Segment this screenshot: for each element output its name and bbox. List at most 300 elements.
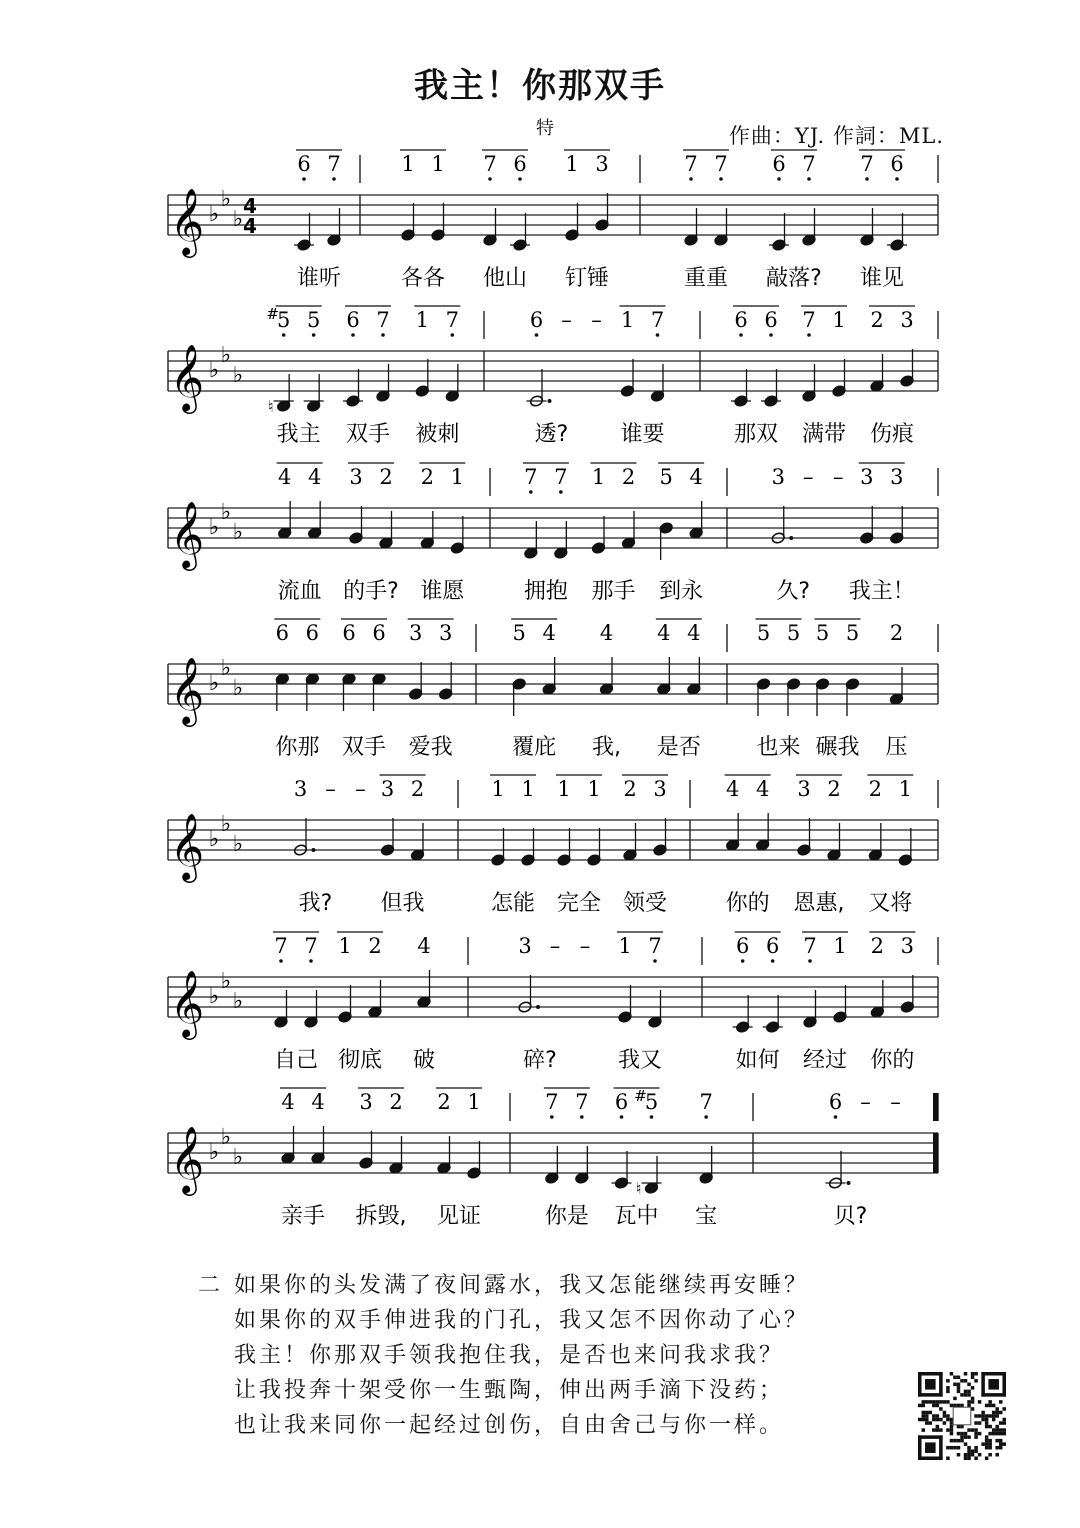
- lyric-text: 宝: [695, 1204, 718, 1229]
- jianpu-note: 4: [599, 621, 614, 645]
- jianpu-note: 1: [833, 934, 847, 958]
- qr-module: [957, 1404, 961, 1408]
- treble-clef-icon: 𝄞: [169, 969, 205, 1037]
- jianpu-note: 3: [890, 465, 904, 489]
- verse-line: 如果你的双手伸进我的门孔，我又怎不因你动了心？: [234, 1308, 810, 1333]
- qr-module: [964, 1442, 968, 1446]
- qr-module: [988, 1453, 992, 1457]
- lyric-text: 贝?: [833, 1204, 868, 1229]
- jianpu-low-dot: [769, 333, 773, 337]
- jianpu-note: 7: [684, 152, 698, 176]
- qr-module: [943, 1414, 947, 1418]
- jianpu-note: 2: [889, 621, 904, 645]
- jianpu-low-dot: [550, 1115, 554, 1119]
- qr-module: [981, 1442, 985, 1446]
- jianpu-note: 3: [900, 308, 914, 332]
- qr-module: [981, 1414, 985, 1418]
- qr-module: [950, 1421, 954, 1425]
- staff-system: [168, 932, 938, 1073]
- lyric-text: 流血: [277, 579, 322, 604]
- qr-module: [932, 1400, 936, 1404]
- lyric-text: 敲落?: [766, 266, 822, 291]
- qr-module: [971, 1397, 975, 1401]
- verse-line: 我主！你那双手领我抱住我，是否也来问我求我？: [234, 1343, 785, 1368]
- jianpu-note: 1: [898, 777, 913, 801]
- qr-module: [925, 1414, 929, 1418]
- qr-module: [918, 1435, 943, 1439]
- qr-module: [988, 1425, 992, 1429]
- jianpu-low-dot: [529, 490, 533, 494]
- jianpu-note: 2: [621, 465, 636, 489]
- jianpu-note: 1: [587, 777, 601, 801]
- jianpu-note: 1: [832, 308, 846, 332]
- qr-module: [988, 1446, 992, 1450]
- treble-clef-icon: 𝄞: [169, 343, 205, 411]
- qr-module: [999, 1428, 1003, 1432]
- lyric-text: 到永: [659, 579, 704, 604]
- jianpu-low-dot: [777, 177, 781, 181]
- qr-module: [974, 1432, 978, 1436]
- jianpu-note: 1: [565, 152, 579, 176]
- lyric-text: 压: [885, 735, 908, 760]
- jianpu-low-dot: [650, 1115, 654, 1119]
- jianpu-low-dot: [279, 959, 283, 963]
- lyric-text: 钉锤: [564, 266, 610, 291]
- jianpu-note: 3: [900, 934, 915, 958]
- final-barline: [933, 1133, 938, 1173]
- qr-module: [918, 1418, 922, 1422]
- jianpu-note: 7: [802, 152, 816, 176]
- jianpu-note: 6: [735, 934, 750, 958]
- jianpu-low-dot: [580, 1115, 584, 1119]
- flat-sign-icon: ♭: [220, 812, 232, 837]
- qr-module: [929, 1400, 933, 1404]
- jianpu-low-dot: [488, 177, 492, 181]
- jianpu-low-dot: [865, 177, 869, 181]
- qr-module: [985, 1439, 989, 1443]
- jianpu-note: 7: [554, 465, 568, 489]
- qr-module: [978, 1414, 982, 1418]
- qr-module: [971, 1428, 975, 1432]
- augmentation-dot: [847, 1181, 851, 1185]
- lyric-text: 被刺: [415, 422, 460, 447]
- jianpu-note: 7: [483, 152, 497, 176]
- lyric-text: 爱我: [408, 735, 453, 760]
- qr-module: [943, 1400, 947, 1404]
- qr-module: [985, 1404, 989, 1408]
- jianpu-dash: –: [549, 934, 561, 958]
- qr-module: [974, 1446, 978, 1450]
- lyric-text: 碾我: [815, 735, 860, 760]
- lyric-text: 破: [412, 1048, 436, 1073]
- flat-sign-icon: ♭: [208, 515, 220, 540]
- verse-line: 让我投奔十架受你一生甄陶，伸出两手滴下没药；: [234, 1378, 785, 1403]
- jianpu-note: 1: [618, 934, 632, 958]
- jianpu-note: 4: [687, 621, 701, 645]
- lyric-text: 的手?: [343, 579, 399, 604]
- jianpu-note: 5: [815, 621, 830, 645]
- qr-module: [999, 1400, 1003, 1404]
- qr-module: [957, 1446, 961, 1450]
- qr-module: [967, 1404, 971, 1408]
- qr-module: [946, 1414, 950, 1418]
- qr-module: [992, 1411, 996, 1415]
- jianpu-note: 1: [415, 308, 430, 332]
- qr-module: [981, 1411, 985, 1415]
- qr-module: [967, 1390, 971, 1394]
- qr-module: [974, 1414, 978, 1418]
- lyric-text: 你的: [725, 891, 770, 916]
- flat-sign-icon: ♭: [232, 832, 244, 857]
- qr-module: [967, 1449, 971, 1453]
- qr-module: [950, 1404, 954, 1408]
- qr-module: [946, 1400, 950, 1404]
- jianpu-note: 4: [417, 934, 431, 958]
- jianpu-low-dot: [739, 333, 743, 337]
- jianpu-note: 2: [827, 777, 841, 801]
- sharp-sign: #: [266, 305, 279, 323]
- flat-sign-icon: ♭: [232, 989, 244, 1014]
- jianpu-dash: –: [860, 1090, 871, 1114]
- jianpu-note: 2: [389, 1090, 403, 1114]
- jianpu-note: 5: [512, 621, 526, 645]
- jianpu-note: 3: [771, 465, 785, 489]
- jianpu-note: 6: [346, 308, 360, 332]
- qr-module: [953, 1376, 957, 1380]
- flat-sign-icon: ♭: [208, 358, 220, 383]
- jianpu-note: 1: [521, 777, 535, 801]
- lyric-text: 满带: [801, 422, 847, 447]
- jianpu-note: 3: [349, 465, 363, 489]
- jianpu-note: 5: [644, 1090, 659, 1114]
- jianpu-note: 1: [591, 465, 606, 489]
- qr-module: [929, 1411, 933, 1415]
- jianpu-note: 2: [437, 1090, 451, 1114]
- qr-module: [960, 1439, 964, 1443]
- qr-module: [946, 1390, 950, 1394]
- qr-module: [988, 1414, 992, 1418]
- staff-system: [168, 775, 938, 916]
- qr-module: [999, 1411, 1003, 1415]
- qr-module: [957, 1390, 961, 1394]
- verse-text: 如果你的头发满了夜间露水，我又怎能继续再安睡？: [234, 1273, 810, 1298]
- qr-module: [992, 1404, 996, 1408]
- jianpu-note: 3: [595, 152, 609, 176]
- jianpu-low-dot: [895, 177, 899, 181]
- lyric-text: 我?: [298, 891, 333, 916]
- qr-module: [985, 1414, 989, 1418]
- qr-module: [981, 1393, 1006, 1397]
- lyric-text: 如何: [735, 1048, 780, 1073]
- lyric-text: 覆庇: [512, 735, 557, 760]
- time-signature-bottom: 4: [243, 214, 257, 238]
- treble-clef-icon: 𝄞: [169, 187, 205, 255]
- jianpu-note: 6: [305, 621, 320, 645]
- jianpu-note: 7: [274, 934, 288, 958]
- qr-module: [957, 1432, 961, 1436]
- jianpu-dash: –: [833, 465, 844, 489]
- qr-module: [974, 1435, 978, 1439]
- jianpu-note: 6: [372, 621, 386, 645]
- jianpu-note: 7: [376, 308, 390, 332]
- qr-module: [936, 1404, 940, 1408]
- qr-module: [946, 1428, 950, 1432]
- composer-credits: 作曲：YJ. 作詞：ML.: [728, 124, 944, 148]
- qr-module: [981, 1372, 1006, 1376]
- qr-module: [995, 1425, 999, 1429]
- flat-sign-icon: ♭: [232, 207, 244, 232]
- flat-sign-icon: ♭: [220, 656, 232, 681]
- qr-module: [971, 1372, 975, 1376]
- qr-module: [992, 1432, 996, 1436]
- lyric-text: 经过: [802, 1048, 848, 1073]
- jianpu-low-dot: [771, 959, 775, 963]
- qr-module: [950, 1372, 954, 1376]
- qr-module: [950, 1418, 954, 1422]
- jianpu-dash: –: [561, 308, 572, 332]
- lyric-text: 你那: [275, 735, 320, 760]
- jianpu-note: 6: [772, 152, 786, 176]
- lyric-text: 透?: [534, 422, 569, 447]
- lyric-text: 重重: [683, 266, 729, 291]
- treble-clef-icon: 𝄞: [169, 656, 205, 724]
- qr-module: [932, 1428, 936, 1432]
- jianpu-note: 6: [765, 934, 780, 958]
- qr-module: [932, 1418, 936, 1422]
- jianpu-note: 6: [890, 152, 904, 176]
- jianpu-note: 4: [542, 621, 556, 645]
- lyric-text: 完全: [556, 891, 602, 916]
- jianpu-low-dot: [704, 1115, 708, 1119]
- augmentation-dot: [548, 399, 552, 403]
- jianpu-note: 7: [648, 934, 662, 958]
- qr-module: [918, 1393, 943, 1397]
- lyric-text: 各各: [400, 266, 446, 291]
- jianpu-low-dot: [535, 333, 539, 337]
- jianpu-low-dot: [332, 177, 336, 181]
- qr-module: [939, 1372, 943, 1397]
- qr-module: [957, 1386, 961, 1390]
- lyric-text: 久?: [776, 579, 811, 604]
- qr-module: [922, 1400, 926, 1404]
- flat-sign-icon: ♭: [208, 1140, 220, 1165]
- qr-module: [999, 1446, 1003, 1450]
- qr-module: [925, 1418, 929, 1422]
- staff-system: [168, 305, 938, 447]
- qr-module: [960, 1393, 964, 1397]
- staff-system: [168, 150, 938, 291]
- qr-module: [960, 1425, 964, 1429]
- flat-sign-icon: ♭: [220, 343, 232, 368]
- qr-module: [964, 1390, 968, 1394]
- jianpu-note: 1: [491, 777, 505, 801]
- qr-module: [978, 1400, 982, 1404]
- lyric-text: 我主！: [848, 579, 915, 604]
- qr-module: [967, 1383, 971, 1387]
- qr-module: [918, 1372, 943, 1376]
- jianpu-note: 7: [545, 1090, 559, 1114]
- lyric-text: 谁听: [296, 266, 342, 291]
- qr-module: [992, 1414, 996, 1418]
- qr-module: [999, 1439, 1003, 1443]
- qr-module: [943, 1421, 947, 1425]
- jianpu-note: 6: [513, 152, 527, 176]
- treble-clef-icon: 𝄞: [169, 812, 205, 880]
- qr-module: [978, 1453, 982, 1457]
- jianpu-final-barline: [933, 1093, 938, 1121]
- qr-module: [925, 1379, 936, 1390]
- qr-module: [988, 1404, 992, 1408]
- jianpu-low-dot: [834, 1115, 838, 1119]
- qr-module: [953, 1397, 957, 1401]
- qr-module: [964, 1379, 968, 1383]
- jianpu-dash: –: [890, 1090, 901, 1114]
- qr-module: [936, 1425, 940, 1429]
- jianpu-low-dot: [807, 333, 811, 337]
- qr-module: [985, 1456, 989, 1460]
- jianpu-note: 1: [431, 152, 445, 176]
- qr-module: [981, 1372, 985, 1397]
- qr-module: [995, 1411, 999, 1415]
- qr-module: [974, 1449, 978, 1453]
- jianpu-note: 7: [650, 308, 665, 332]
- jianpu-note: 3: [653, 777, 667, 801]
- jianpu-low-dot: [808, 959, 812, 963]
- flat-sign-icon: ♭: [220, 969, 232, 994]
- jianpu-note: 5: [659, 465, 673, 489]
- qr-module: [936, 1414, 940, 1418]
- flat-sign-icon: ♭: [220, 187, 232, 212]
- qr-module: [936, 1400, 940, 1404]
- lyric-text: 那双: [733, 422, 779, 447]
- sharp-sign: #: [634, 1087, 647, 1105]
- qr-module: [957, 1425, 961, 1429]
- jianpu-dash: –: [325, 777, 336, 801]
- jianpu-note: 6: [297, 152, 311, 176]
- jianpu-low-dot: [312, 333, 316, 337]
- qr-module: [1002, 1418, 1006, 1422]
- jianpu-note: 3: [797, 777, 811, 801]
- qr-module: [999, 1421, 1003, 1425]
- qr-module: [971, 1407, 975, 1411]
- jianpu-low-dot: [559, 490, 563, 494]
- augmentation-dot: [536, 1005, 540, 1009]
- jianpu-note: 7: [860, 152, 874, 176]
- jianpu-note: 3: [518, 934, 532, 958]
- jianpu-note: 5: [845, 621, 860, 645]
- qr-module: [936, 1428, 940, 1432]
- jianpu-note: 6: [764, 308, 778, 332]
- qr-module: [1002, 1442, 1006, 1446]
- flat-sign-icon: ♭: [220, 500, 232, 525]
- jianpu-note: 5: [786, 621, 801, 645]
- qr-module: [918, 1372, 922, 1397]
- qr-module: [985, 1418, 989, 1422]
- jianpu-note: 6: [828, 1090, 843, 1114]
- qr-module: [960, 1432, 964, 1436]
- qr-module: [999, 1432, 1003, 1436]
- flat-sign-icon: ♭: [220, 1125, 232, 1150]
- qr-module: [1002, 1421, 1006, 1425]
- qr-module: [967, 1393, 971, 1397]
- jianpu-low-dot: [656, 333, 660, 337]
- qr-module: [950, 1432, 954, 1436]
- jianpu-note: 6: [342, 621, 356, 645]
- jianpu-note: 2: [870, 308, 884, 332]
- qr-module: [985, 1435, 989, 1439]
- qr-module: [1002, 1372, 1006, 1397]
- lyric-text: 我,: [592, 735, 621, 760]
- jianpu-dash: –: [591, 308, 602, 332]
- qr-module: [967, 1453, 971, 1457]
- qr-module: [939, 1428, 943, 1432]
- lyric-text: 双手: [345, 422, 391, 447]
- qr-module: [946, 1446, 950, 1450]
- qr-module: [974, 1421, 978, 1425]
- augmentation-dot: [312, 848, 316, 852]
- jianpu-note: 2: [379, 465, 393, 489]
- lyric-text: 拥抱: [523, 579, 568, 604]
- lyric-text: 拆毁,: [355, 1204, 407, 1229]
- qr-module: [971, 1453, 975, 1457]
- jianpu-note: 3: [380, 777, 395, 801]
- qr-module: [960, 1379, 964, 1383]
- jianpu-note: 1: [467, 1090, 481, 1114]
- qr-module: [957, 1453, 961, 1457]
- jianpu-low-dot: [689, 177, 693, 181]
- qr-module: [978, 1421, 982, 1425]
- qr-module: [939, 1407, 943, 1411]
- qr-code: [918, 1372, 1006, 1460]
- qr-module: [974, 1379, 978, 1383]
- qr-module: [995, 1439, 999, 1443]
- qr-module: [988, 1400, 992, 1404]
- flat-sign-icon: ♭: [232, 676, 244, 701]
- qr-module: [964, 1393, 968, 1397]
- jianpu-note: 6: [734, 308, 748, 332]
- flat-sign-icon: ♭: [208, 671, 220, 696]
- time-signature-top: 4: [243, 194, 257, 218]
- jianpu-note: 7: [304, 934, 318, 958]
- jianpu-low-dot: [309, 959, 313, 963]
- qr-module: [922, 1428, 926, 1432]
- flat-sign-icon: ♭: [232, 520, 244, 545]
- lyric-text: 自己: [273, 1048, 319, 1073]
- qr-module: [936, 1418, 940, 1422]
- qr-module: [995, 1432, 999, 1436]
- flat-sign-icon: ♭: [232, 363, 244, 388]
- lyric-text: 谁要: [620, 422, 665, 447]
- lyric-text: 我又: [617, 1048, 663, 1073]
- qr-module: [988, 1432, 992, 1436]
- qr-module: [953, 1439, 957, 1443]
- lyric-text: 彻底: [337, 1048, 383, 1073]
- jianpu-low-dot: [282, 333, 286, 337]
- qr-module: [988, 1439, 992, 1443]
- qr-module: [925, 1442, 936, 1453]
- qr-logo: [953, 1407, 971, 1425]
- qr-module: [953, 1446, 957, 1450]
- jianpu-note: 7: [714, 152, 728, 176]
- qr-module: [971, 1376, 975, 1380]
- qr-module: [992, 1418, 996, 1422]
- qr-module: [967, 1428, 971, 1432]
- jianpu-note: 4: [689, 465, 703, 489]
- qr-module: [992, 1428, 996, 1432]
- flat-sign-icon: ♭: [208, 984, 220, 1009]
- verse-two: [198, 1268, 809, 1443]
- jianpu-dash: –: [579, 934, 591, 958]
